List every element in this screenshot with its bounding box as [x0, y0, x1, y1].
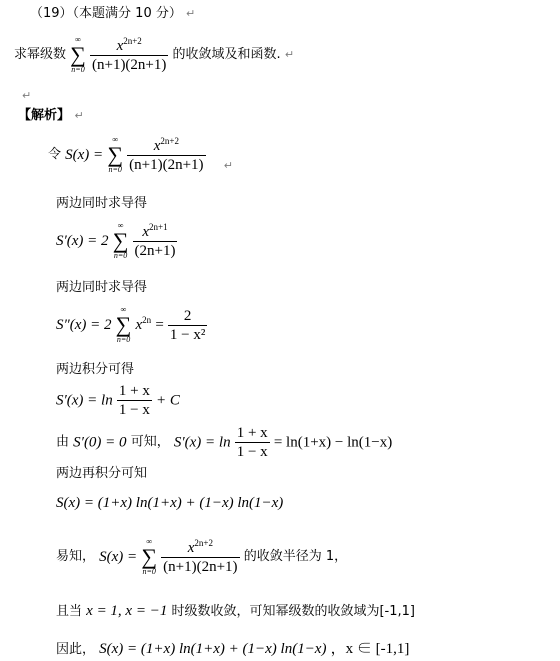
- paragraph-mark: ↵: [223, 159, 233, 172]
- problem-header: [30, 6, 195, 22]
- s4-fraction: $\frac{1 + x}{1 - x}$: [118, 383, 150, 418]
- header-text: （19）（本题满分 10 分）: [30, 6, 182, 21]
- step-text-3: 两边积分可得: [56, 362, 135, 377]
- s5-lhs: S′(x) = ln: [173, 434, 231, 451]
- problem-statement: [14, 36, 294, 74]
- s5-condition: S′(0) = 0: [73, 434, 127, 451]
- series-term: $\frac{x^{2n+2}}{(n+1)(2n+1)}$: [163, 537, 238, 575]
- s1-lhs: S(x) =: [65, 147, 104, 163]
- summation-symbol: ∞ ∑ n=0: [141, 537, 158, 576]
- analysis-label: 【解析】: [18, 108, 71, 123]
- equals-sign: =: [155, 317, 164, 333]
- step-5-formula: 由 S′(0) = 0 可知， S′(x) = ln $\frac{1 + x}{1 - x}$ = ln(1+x) − ln(1−x): [56, 425, 393, 460]
- step-2-formula: [56, 222, 177, 260]
- s5-fraction: $\frac{1 + x}{1 - x}$: [236, 425, 268, 460]
- s8-condition: x = 1, x = −1: [86, 603, 168, 619]
- step-1-formula: [48, 136, 233, 174]
- step-6-formula: S(x) = (1+x) ln(1+x) + (1−x) ln(1−x): [56, 495, 284, 511]
- problem-prefix: 求幂级数: [14, 47, 67, 62]
- step-4-formula: [56, 382, 180, 419]
- summation-symbol: ∞ ∑ n=0: [115, 305, 132, 344]
- s7-lhs: S(x) =: [99, 549, 138, 565]
- analysis-heading: [18, 108, 84, 124]
- series-term: $\frac{x^{2n+2}}{(n+1)(2n+1)}$: [129, 135, 204, 173]
- series-term: $\frac{x^{2n+2}}{(n+1)(2n+1)}$: [91, 35, 167, 73]
- step-text-2: 两边同时求导得: [56, 280, 148, 295]
- paragraph-mark: ↵: [284, 48, 295, 61]
- s4-lhs: S′(x) = ln: [56, 392, 113, 409]
- final-formula: S(x) = (1+x) ln(1+x) + (1−x) ln(1−x): [99, 641, 327, 657]
- paragraph-mark: ↵: [22, 89, 32, 102]
- summation-symbol: ∞ ∑ n=0: [107, 135, 124, 174]
- paragraph-mark: ↵: [186, 7, 196, 20]
- s4-tail: + C: [155, 392, 180, 409]
- summation-symbol: ∞ ∑ n=0: [70, 35, 86, 74]
- let-text: 令: [48, 147, 62, 162]
- problem-suffix: 的收敛域及和函数.: [172, 47, 281, 62]
- derivative-term: $\frac{x^{2n+1}}{(2n+1)}$: [134, 221, 176, 259]
- paragraph-mark: ↵: [74, 109, 84, 122]
- s2-lhs: S′(x) = 2: [56, 233, 109, 249]
- s5-tail: = ln(1+x) − ln(1−x): [273, 434, 393, 451]
- step-text-4: 两边再积分可知: [56, 466, 148, 481]
- s3-lhs: S″(x) = 2: [56, 317, 112, 333]
- s3-term: $x^{2n}$: [135, 315, 152, 333]
- s3-fraction: $\frac{2}{\text{1 − x²}}$: [169, 307, 206, 343]
- step-9-conclusion: 因此， S(x) = (1+x) ln(1+x) + (1−x) ln(1−x) ，x ∈ [-1,1]: [56, 641, 410, 657]
- summation-symbol: ∞ ∑ n=0: [112, 221, 129, 260]
- domain-text: ，x ∈ [-1,1]: [330, 641, 410, 657]
- step-3-formula: [56, 306, 207, 344]
- step-text-1: 两边同时求导得: [56, 196, 148, 211]
- step-7-formula: 易知， S(x) = ∞ ∑ n=0 $\frac{x^{2n+2}}{(n+1)(2n+1)}$ 的收敛半径为 1，: [56, 537, 348, 576]
- step-8-text: 且当 x = 1, x = −1 时级数收敛，可知幂级数的收敛域为[-1,1]: [56, 603, 415, 619]
